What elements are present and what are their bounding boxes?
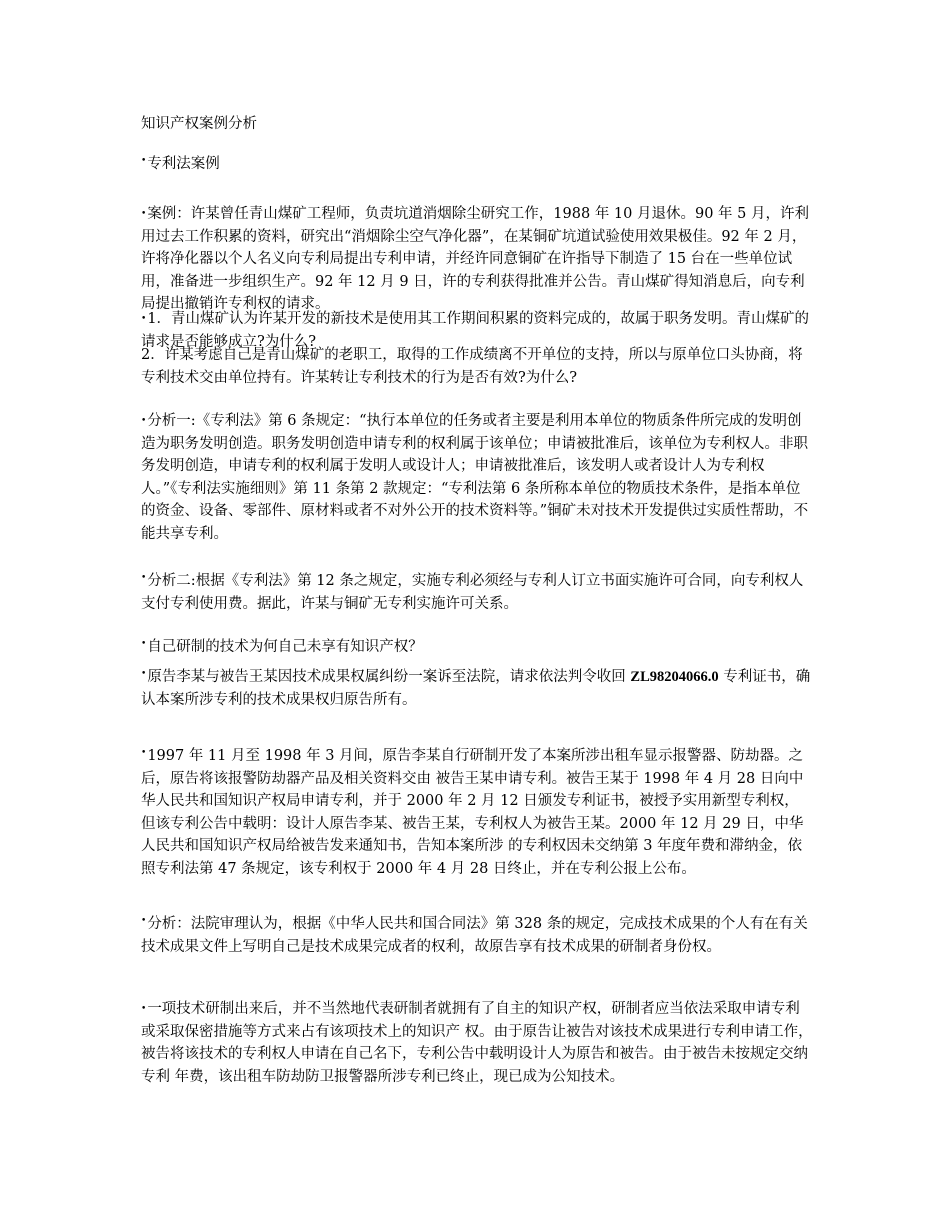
facts-text: 1997 年 11 月至 1998 年 3 月间，原告李某自行研制开发了本案所涉出租车显示报警器、防劫器。之后，原告将该报警防劫器产品及相关资料交由 被告王某申请专利。被告王某于 1998 年 4 月 28 日向中华人民共和国知识产权局申请专利，并于 2000 年 2 月 12 日颁发专利证书，被授予实用新型专利权， 但该专利公告中载明：设计人原告李某、被告王某，专利权人为被告王某。2000 年 12 月 29 日，中华人民共和国知识产权局给被告发来通知书，告知本案所涉 的专利权因未交纳第 3 年度年费和滞纳金，依照专利法第 47 条规定，该专利权于 2000 年 4 月 28 日终止，并在专利公报上公布。	[141, 748, 804, 877]
bullet-icon: •	[141, 748, 147, 758]
bullet-icon: •	[141, 156, 147, 166]
analysis-2-text: 分析二:根据《专利法》第 12 条之规定，实施专利必须经与专利人订立书面实施许可合同，向专利权人支付专利使用费。据此，许某与铜矿无专利实施许可关系。	[141, 573, 804, 612]
case-2-paragraph	[141, 663, 813, 711]
bullet-icon: •	[141, 669, 147, 679]
section-heading	[141, 150, 813, 176]
question-1-text: 1．青山煤矿认为许某开发的新技术是使用其工作期间积累的资料完成的，故属于职务发明。青山煤矿的请求是否能够成立?为什么?	[141, 311, 810, 350]
conclusion-text: 一项技术研制出来后，并不当然地代表研制者就拥有了自主的知识产权，研制者应当依法采取申请专利或采取保密措施等方式来占有该项技术上的知识产 权。由于原告让被告对该技术成果进行专利申请工作，被告将该技术的专利权人申请在自己名下，专利公告中载明设计人为原告和被告。由于被告未按规定交纳专利 年费，该出租车防劫防卫报警器所涉专利已终止，现已成为公知技术。	[141, 1001, 813, 1085]
facts-paragraph	[141, 742, 813, 880]
case-text: 案例：许某曾任青山煤矿工程师，负责坑道消烟除尘研究工作，1988 年 10 月退休。90 年 5 月，许利用过去工作积累的资料，研究出“消烟除尘空气净化器”，在某铜矿坑道试验使用效果极佳。92 年 2 月，许将净化器以个人名义向专利局提出专利申请，并经许同意铜矿在许指导下制造了 15 台在一些单位试用，准备进一步组织生产。92 年 12 月 9 日，许的专利获得批准并公告。青山煤矿得知消息后，向专利局提出撤销许专利权的请求。	[141, 206, 809, 312]
case-2-text-before: 原告李某与被告王某因技术成果权属纠纷一案诉至法院，请求依法判令收回	[147, 669, 631, 685]
bullet-icon: •	[141, 209, 147, 219]
bullet-icon: •	[141, 916, 147, 926]
document-title: 知识产权案例分析	[141, 116, 257, 132]
bullet-icon: •	[141, 639, 147, 649]
section-heading-text: 专利法案例	[147, 156, 220, 172]
patent-number: ZL98204066.0	[630, 669, 719, 685]
conclusion-paragraph	[141, 998, 813, 1088]
bullet-icon: •	[141, 1004, 147, 1014]
question-3	[141, 633, 813, 659]
analysis-1-text: 分析一:《专利法》第 6 条规定：“执行本单位的任务或者主要是利用本单位的物质条件所完成的发明创造为职务发明创造。职务发明创造申请专利的权利属于该单位；申请被批准后，该单位为专利权人。非职务发明创造，申请专利的权利属于发明人或设计人；申请被批准后，该发明人或者设计人为专利权人。”《专利法实施细则》第 11 条第 2 款规定：“专利法第 6 条所称本单位的物质技术条件，是指本单位的资金、设备、零部件、原材料或者不对外公开的技术资料等。”铜矿未对技术开发提供过实质性帮助，不能共享专利。	[141, 413, 809, 542]
case-2-text-after: 专利证书，确认本案所涉专利的技术成果权归原告所有。	[141, 669, 811, 708]
court-analysis-text: 分析：法院审理认为，根据《中华人民共和国合同法》第 328 条的规定，完成技术成果的个人有在有关技术成果文件上写明自己是技术成果完成者的权利，故原告享有技术成果的研制者身份权。	[141, 916, 808, 955]
bullet-icon: •	[141, 573, 147, 583]
analysis-1-paragraph	[141, 410, 813, 545]
court-analysis-paragraph	[141, 910, 813, 958]
question-3-text: 自己研制的技术为何自己未享有知识产权？	[147, 639, 423, 655]
question-2: 2．许某考虑自己是青山煤矿的老职工，取得的工作成绩离不开单位的支持，所以与原单位口头协商，将专利技术交由单位持有。许某转让专利技术的行为是否有效?为什么?	[141, 347, 803, 386]
bullet-icon: •	[141, 416, 147, 426]
bullet-icon: •	[141, 314, 147, 324]
analysis-2-paragraph	[141, 567, 813, 615]
case-paragraph	[141, 203, 813, 316]
